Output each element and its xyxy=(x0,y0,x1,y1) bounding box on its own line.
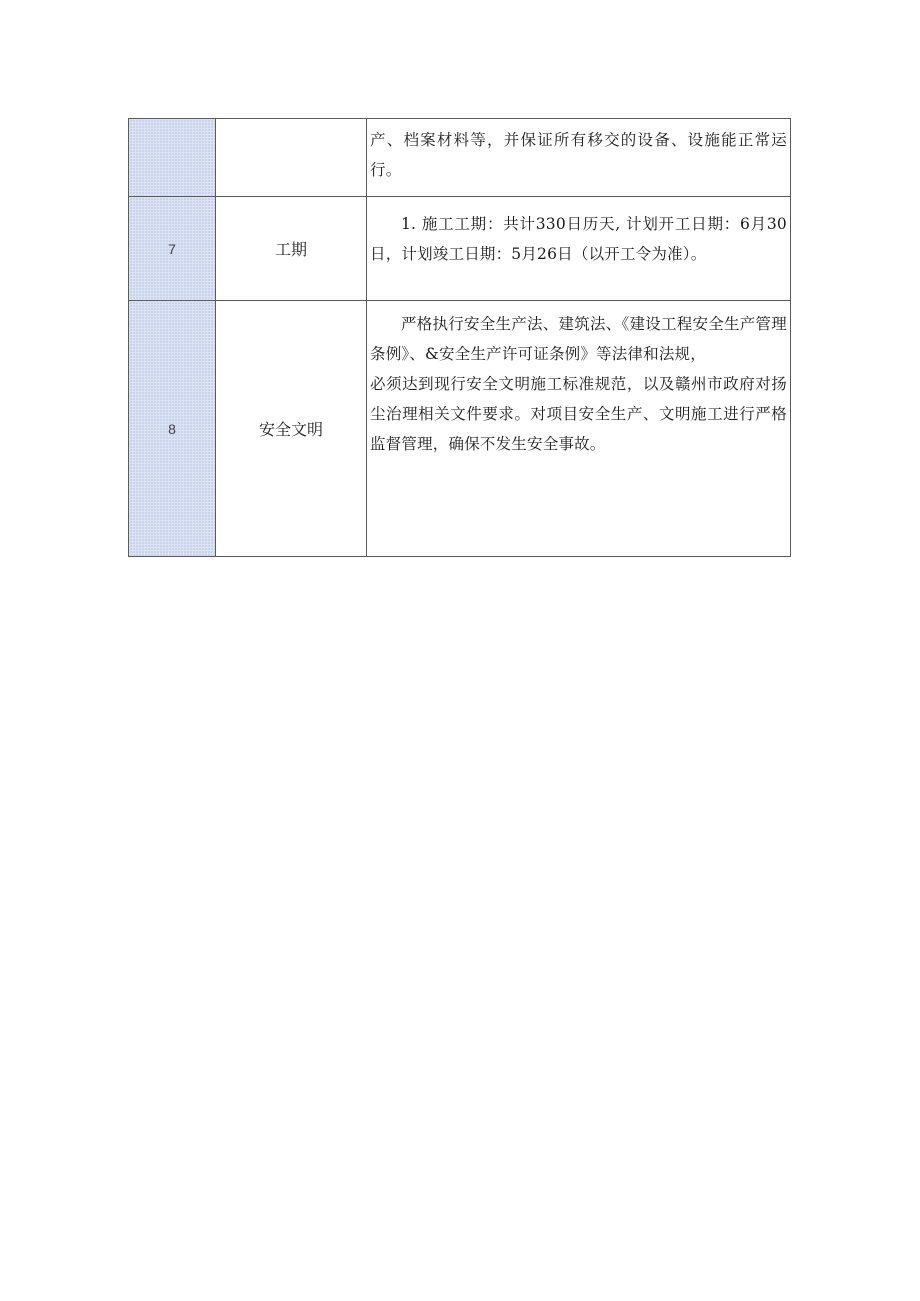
row-title-cell: 工期 xyxy=(216,197,367,301)
table-row xyxy=(129,119,791,197)
description-paragraph: 1. 施工工期：共计330日历天, 计划开工日期：6月30日，计划竣工日期：5月26日（以开工令为准）。 xyxy=(370,215,787,263)
row-description-cell xyxy=(367,119,791,197)
row-title-cell xyxy=(216,119,367,197)
row-title-cell: 安全文明 xyxy=(216,301,367,557)
row-number-cell: 7 xyxy=(129,197,216,301)
row-description-cell xyxy=(367,197,791,301)
table-row xyxy=(129,301,791,557)
row-number-cell xyxy=(129,119,216,197)
description-paragraph: 严格执行安全生产法、建筑法、《建设工程安全生产管理条例》、&安全生产许可证条例》等法律和法规， xyxy=(370,315,787,363)
row-description-cell xyxy=(367,301,791,557)
row-number-cell: 8 xyxy=(129,301,216,557)
description-paragraph: 必须达到现行安全文明施工标准规范，以及赣州市政府对扬尘治理相关文件要求。对项目安全生产、文明施工进行严格监督管理，确保不发生安全事故。 xyxy=(370,375,787,453)
table-row xyxy=(129,197,791,301)
description-paragraph: 产、档案材料等，并保证所有移交的设备、设施能正常运行。 xyxy=(370,131,787,179)
requirements-table xyxy=(128,118,791,557)
